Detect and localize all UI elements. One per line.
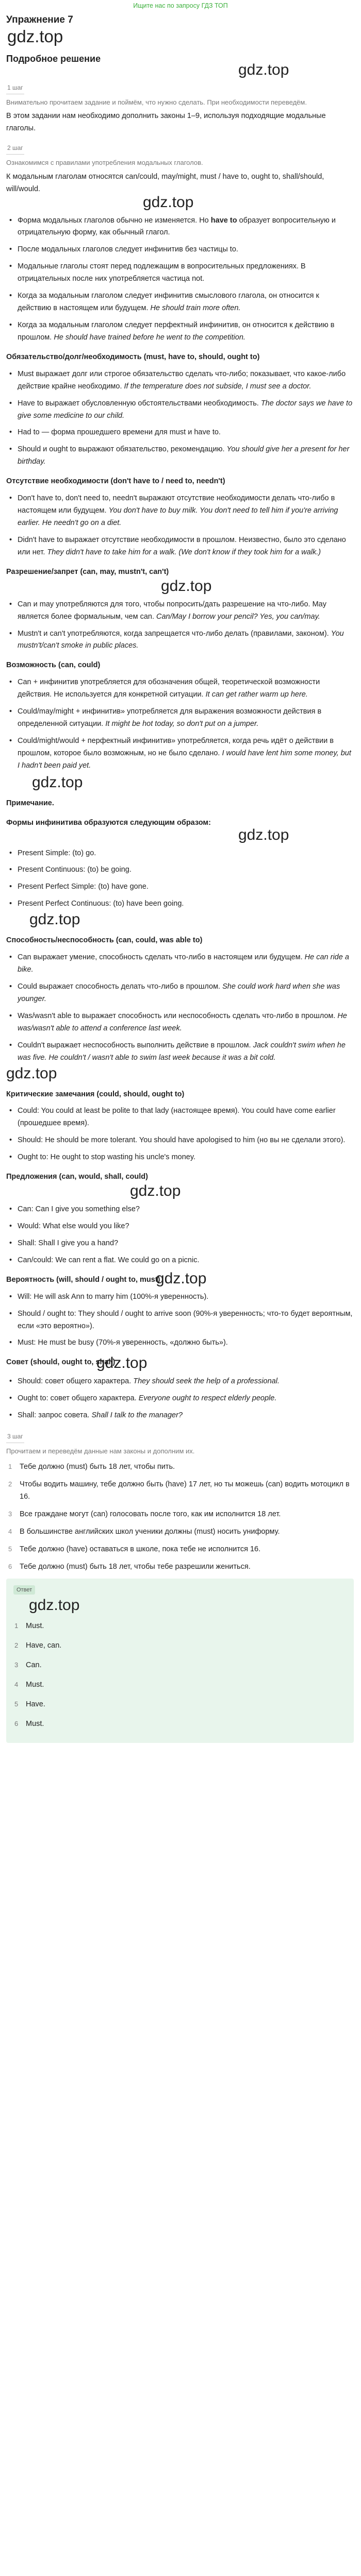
section-title: Разрешение/запрет (can, may, mustn't, can't) <box>6 567 169 576</box>
list-item: 2 Чтобы водить машину, тебе должно быть (have) 17 лет, но ты можешь (can) водить мотоцикл в 16. <box>8 1480 350 1501</box>
brand-watermark: gdz.top <box>143 193 194 211</box>
brand-watermark: gdz.top <box>7 27 63 46</box>
list-item: • Have to выражает обусловленную обстоятельствами необходимость. The doctor says we have to give some medicine to our child. <box>6 398 354 422</box>
brand-watermark: gdz.top <box>29 1597 80 1614</box>
ability-list <box>6 952 354 1064</box>
list-item: • Shall: Shall I give you a hand? <box>6 1238 354 1250</box>
section-title: Критические замечания (could, should, ought to) <box>6 1090 185 1098</box>
list-item: 3 Все граждане могут (can) голосовать после того, как им исполнится 18 лет. <box>8 1510 281 1519</box>
answer-item: 6 Must. <box>14 1719 44 1728</box>
list-item: • Present Simple: (to) go. <box>6 848 354 860</box>
step-label: 3 шаг <box>6 1432 24 1443</box>
list-item: 4 В большинстве английских школ ученики должны (must) носить униформу. <box>8 1528 280 1536</box>
list-item: • Didn't have to выражает отсутствие необходимости в прошлом. Неизвестно, было это сделано или нет. They didn't have to take him for a walk. (We don't know if they took him for a walk.) <box>6 534 354 559</box>
list-item: • Couldn't выражает неспособность выполнить действие в прошлом. Jack couldn't swim when he was five. He couldn't / wasn't able to swim last week because it was a bit cold. <box>6 1040 354 1064</box>
laws-list <box>6 1461 354 1573</box>
brand-watermark: gdz.top <box>29 911 80 928</box>
list-item: • Mustn't и can't употребляются, когда запрещается что-либо делать (правилами, законом). You mustn't/can't smoke in public places. <box>6 628 354 653</box>
solution-heading: Подробное решение <box>6 54 101 64</box>
list-item: • Can + инфинитив употребляется для обозначения общей, теоретической возможности действия. Не используется для конкретной ситуации. It can get rather warm up here. <box>6 676 354 701</box>
brand-watermark: gdz.top <box>156 1269 207 1287</box>
permission-list <box>6 599 354 653</box>
possibility-list <box>6 676 354 772</box>
answer-label: Ответ <box>13 1585 35 1595</box>
section-title: Вероятность (will, should / ought to, must) <box>6 1275 160 1284</box>
list-item: • Could: You could at least be polite to that lady (настоящее время). You could have come earlier (прошедшее время). <box>6 1105 354 1130</box>
section-title: Совет (should, ought to, shall) <box>6 1358 116 1367</box>
list-item: • После модальных глаголов следует инфинитив без частицы to. <box>6 244 354 256</box>
list-item: • Can и may употребляются для того, чтобы попросить/дать разрешение на что-либо. May является более формальным, чем can. Can/May I borrow your pencil? Yes, you can/may. <box>6 599 354 623</box>
list-item: • Модальные глаголы стоят перед подлежащим в вопросительных предложениях. В отрицательных после них употребляется частица not. <box>6 261 354 285</box>
step-description: Внимательно прочитаем задание и поймём, что нужно сделать. При необходимости переведём. <box>6 98 307 106</box>
list-item: • Can выражает умение, способность сделать что-либо в настоящем или будущем. He can ride a bike. <box>6 952 354 976</box>
list-item: • Форма модальных глаголов обычно не изменяется. Но have to образует вопросительную и отрицательную форму, как обычный глагол. <box>6 215 354 240</box>
list-item: • Когда за модальным глаголом следует инфинитив смыслового глагола, он относится к действию в настоящем или будущем. He should train more often. <box>6 290 354 315</box>
brand-watermark: gdz.top <box>238 826 289 843</box>
step-body: В этом задании нам необходимо дополнить законы 1–9, используя подходящие модальные глаголы. <box>6 112 326 133</box>
absence-list <box>6 493 354 559</box>
section-title: Отсутствие необходимости (don't have to / need to, needn't) <box>6 477 225 486</box>
list-item: • Could/might/would + перфектный инфинитив» употребляется, когда речь идёт о действии в прошлом, которое было возможным, но не было сделано. I would have lent him some money, but I hadn't been paid yet. <box>6 735 354 772</box>
list-item: • Had to — форма прошедшего времени для must и have to. <box>6 427 354 439</box>
answer-box <box>6 1579 354 1743</box>
step-label: 1 шаг <box>6 83 24 94</box>
brand-watermark: gdz.top <box>238 61 289 78</box>
list-item: • Must выражает долг или строгое обязательство сделать что-либо; показывает, что какое-либо действие крайне необходимо. If the temperature does not subside, I must see a doctor. <box>6 368 354 393</box>
step-description: Прочитаем и переведём данные нам законы и дополним их. <box>6 1447 195 1455</box>
page-title: Упражнение 7 <box>6 14 73 25</box>
list-item: • Present Continuous: (to) be going. <box>6 864 354 876</box>
list-item: • Can/could: We can rent a flat. We could go on a picnic. <box>6 1255 354 1267</box>
criticism-list <box>6 1105 354 1164</box>
list-item: • Shall: запрос совета. Shall I talk to the manager? <box>6 1410 354 1422</box>
section-title: Обязательство/долг/необходимость (must, have to, should, ought to) <box>6 352 260 361</box>
brand-watermark: gdz.top <box>161 577 212 595</box>
list-item: • Should и ought to выражают обязательство, рекомендацию. You should give her a present for her birthday. <box>6 444 354 468</box>
brand-watermark: gdz.top <box>96 1354 147 1372</box>
obligation-list <box>6 368 354 468</box>
step-description: Ознакомимся с правилами употребления модальных глаголов. <box>6 159 203 167</box>
answer-item: 1 Must. <box>14 1622 44 1631</box>
list-item: • Когда за модальным глаголом следует перфектный инфинитив, он относится к действию в прошлом. He should have trained before he went to the competition. <box>6 319 354 344</box>
section-title: Способность/неспособность (can, could, was able to) <box>6 936 203 945</box>
answer-item: 4 Must. <box>14 1680 44 1689</box>
brand-watermark: gdz.top <box>130 1182 181 1200</box>
list-item: • Should: совет общего характера. They should seek the help of a professional. <box>6 1376 354 1388</box>
list-item: • Don't have to, don't need to, needn't выражают отсутствие необходимости делать что-либо в настоящем или будущем. You don't have to buy milk. You don't need to tell him if you're arriving earlier. He needn't go on a diet. <box>6 493 354 530</box>
offers-list <box>6 1204 354 1267</box>
list-item: • Must: He must be busy (70%-я уверенность, «должно быть»). <box>6 1337 354 1349</box>
promo-banner[interactable]: Ищите нас по запросу ГДЗ ТОП <box>133 2 228 9</box>
exercise-content <box>0 13 361 1743</box>
answer-item: 2 Have, can. <box>14 1641 62 1650</box>
list-item: • Was/wasn't able to выражает способность или неспособность сделать что-либо в прошлом. He was/wasn't able to attend a conference last week. <box>6 1010 354 1035</box>
list-item: • Present Perfect Continuous: (to) have been going. <box>6 898 354 910</box>
list-item: • Should / ought to: They should / ought to arrive soon (90%-я уверенность; что-то будет вероятным, если «это вероятно»). <box>6 1308 354 1333</box>
list-item: • Can: Can I give you something else? <box>6 1204 354 1216</box>
note-heading: Примечание. <box>6 799 54 807</box>
list-item: 6 Тебе должно (must) быть 18 лет, чтобы тебе разрешили жениться. <box>8 1563 251 1571</box>
list-item: • Will: He will ask Ann to marry him (100%-я уверенность). <box>6 1291 354 1303</box>
list-item: • Present Perfect Simple: (to) have gone. <box>6 881 354 893</box>
section-title: Возможность (can, could) <box>6 661 101 670</box>
answer-item: 5 Have. <box>14 1700 45 1708</box>
list-item: • Ought to: He ought to stop wasting his uncle's money. <box>6 1151 354 1164</box>
probability-list <box>6 1291 354 1350</box>
modals-intro: К модальным глаголам относятся can/could, may/might, must / have to, ought to, shall/should, will/would. <box>6 172 324 193</box>
list-item: 1 Тебе должно (must) быть 18 лет, чтобы пить. <box>8 1463 175 1471</box>
section-title: Предложения (can, would, shall, could) <box>6 1173 148 1181</box>
brand-watermark: gdz.top <box>32 773 83 791</box>
list-item: • Could/may/might + инфинитив» употребляется для выражения возможности действия в определенной ситуации. It might be hot today, so don't put on a jumper. <box>6 706 354 731</box>
answer-item: 3 Can. <box>14 1660 42 1669</box>
list-item: 5 Тебе должно (have) оставаться в школе, пока тебе не исполнится 16. <box>8 1545 261 1554</box>
list-item: • Would: What else would you like? <box>6 1221 354 1233</box>
advice-list <box>6 1376 354 1422</box>
infinitive-forms-list <box>6 848 354 911</box>
list-item: • Could выражает способность делать что-либо в прошлом. She could work hard when she was younger. <box>6 981 354 1006</box>
list-item: • Ought to: совет общего характера. Everyone ought to respect elderly people. <box>6 1393 354 1405</box>
section-title: Формы инфинитива образуются следующим образом: <box>6 818 211 827</box>
brand-watermark: gdz.top <box>6 1064 57 1082</box>
list-item: • Should: He should be more tolerant. You should have apologised to him (но вы не сделали этого). <box>6 1134 354 1147</box>
basics-list <box>6 215 354 344</box>
step-label: 2 шаг <box>6 143 24 155</box>
